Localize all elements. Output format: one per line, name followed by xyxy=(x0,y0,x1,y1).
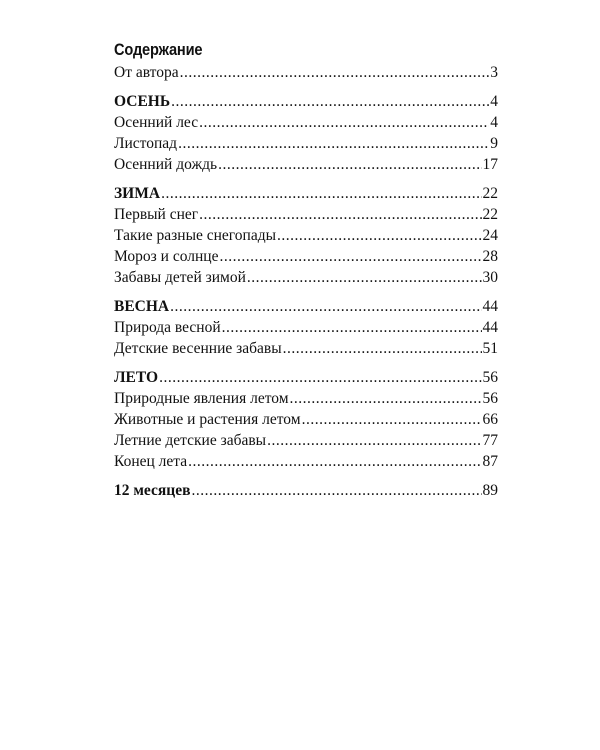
toc-entry xyxy=(114,409,498,430)
toc-section-entry xyxy=(114,296,498,317)
toc-page-number: 56 xyxy=(482,369,498,386)
toc-entry xyxy=(114,388,498,409)
toc-entry-title: Такие разные снегопады xyxy=(114,227,277,244)
dot-leader xyxy=(277,225,481,246)
group-gap xyxy=(114,359,498,367)
toc-entry-title: Летние детские забавы xyxy=(114,432,267,449)
toc-section-entry xyxy=(114,183,498,204)
dot-leader xyxy=(161,183,481,204)
group-gap xyxy=(114,83,498,91)
toc-page-number: 89 xyxy=(482,482,498,499)
toc-entry xyxy=(114,62,498,83)
toc-page-number: 28 xyxy=(482,248,498,265)
toc-entry-title: ОСЕНЬ xyxy=(114,93,171,110)
toc-entry-title: ЛЕТО xyxy=(114,369,159,386)
toc-page-number: 66 xyxy=(482,411,498,428)
group-gap xyxy=(114,288,498,296)
toc-section-entry xyxy=(114,91,498,112)
toc-entry-title: Забавы детей зимой xyxy=(114,269,246,286)
dot-leader xyxy=(219,246,481,267)
toc-list xyxy=(114,62,498,501)
toc-entry xyxy=(114,154,498,175)
toc-entry xyxy=(114,317,498,338)
dot-leader xyxy=(218,154,481,175)
toc-entry xyxy=(114,338,498,359)
dot-leader xyxy=(247,267,482,288)
toc-section-entry xyxy=(114,367,498,388)
toc-page-number: 22 xyxy=(482,185,498,202)
toc-entry xyxy=(114,225,498,246)
dot-leader xyxy=(178,133,489,154)
toc-entry-title: ВЕСНА xyxy=(114,298,170,315)
toc-entry-title: Листопад xyxy=(114,135,178,152)
toc-page-number: 24 xyxy=(482,227,498,244)
toc-page-number: 17 xyxy=(482,156,498,173)
group-gap xyxy=(114,472,498,480)
dot-leader xyxy=(290,388,482,409)
dot-leader xyxy=(191,480,481,501)
toc-entry-title: Первый снег xyxy=(114,206,199,223)
toc-page-number: 4 xyxy=(490,114,498,131)
toc-page-number: 51 xyxy=(482,340,498,357)
toc-entry-title: Детские весенние забавы xyxy=(114,340,282,357)
toc-entry-title: Мороз и солнце xyxy=(114,248,219,265)
toc-entry-title: От автора xyxy=(114,64,179,81)
toc-page-number: 4 xyxy=(490,93,498,110)
dot-leader xyxy=(302,409,482,430)
toc-entry xyxy=(114,112,498,133)
dot-leader xyxy=(180,62,490,83)
toc-entry-title: Животные и растения летом xyxy=(114,411,301,428)
toc-entry xyxy=(114,246,498,267)
toc-entry-title: ЗИМА xyxy=(114,185,161,202)
dot-leader xyxy=(188,451,481,472)
toc-page-number: 22 xyxy=(482,206,498,223)
toc-page-number: 30 xyxy=(482,269,498,286)
toc-page-number: 3 xyxy=(490,64,498,81)
dot-leader xyxy=(222,317,482,338)
toc-section-entry xyxy=(114,480,498,501)
toc-heading: Содержание xyxy=(114,40,203,59)
dot-leader xyxy=(199,204,481,225)
toc-entry-title: Осенний лес xyxy=(114,114,199,131)
toc-entry xyxy=(114,430,498,451)
toc-entry-title: Природа весной xyxy=(114,319,221,336)
toc-page-number: 44 xyxy=(482,319,498,336)
dot-leader xyxy=(171,91,489,112)
toc-entry-title: 12 месяцев xyxy=(114,482,191,499)
toc-entry xyxy=(114,204,498,225)
toc-entry xyxy=(114,451,498,472)
toc-page-number: 9 xyxy=(490,135,498,152)
toc-entry-title: Природные явления летом xyxy=(114,390,289,407)
group-gap xyxy=(114,175,498,183)
dot-leader xyxy=(267,430,481,451)
toc-page-number: 77 xyxy=(482,432,498,449)
toc-page-number: 87 xyxy=(482,453,498,470)
toc-entry-title: Конец лета xyxy=(114,453,188,470)
toc-entry xyxy=(114,133,498,154)
toc-page-number: 56 xyxy=(482,390,498,407)
dot-leader xyxy=(170,296,481,317)
dot-leader xyxy=(159,367,481,388)
dot-leader xyxy=(283,338,482,359)
dot-leader xyxy=(199,112,489,133)
toc-entry-title: Осенний дождь xyxy=(114,156,218,173)
toc-page-number: 44 xyxy=(482,298,498,315)
toc-entry xyxy=(114,267,498,288)
